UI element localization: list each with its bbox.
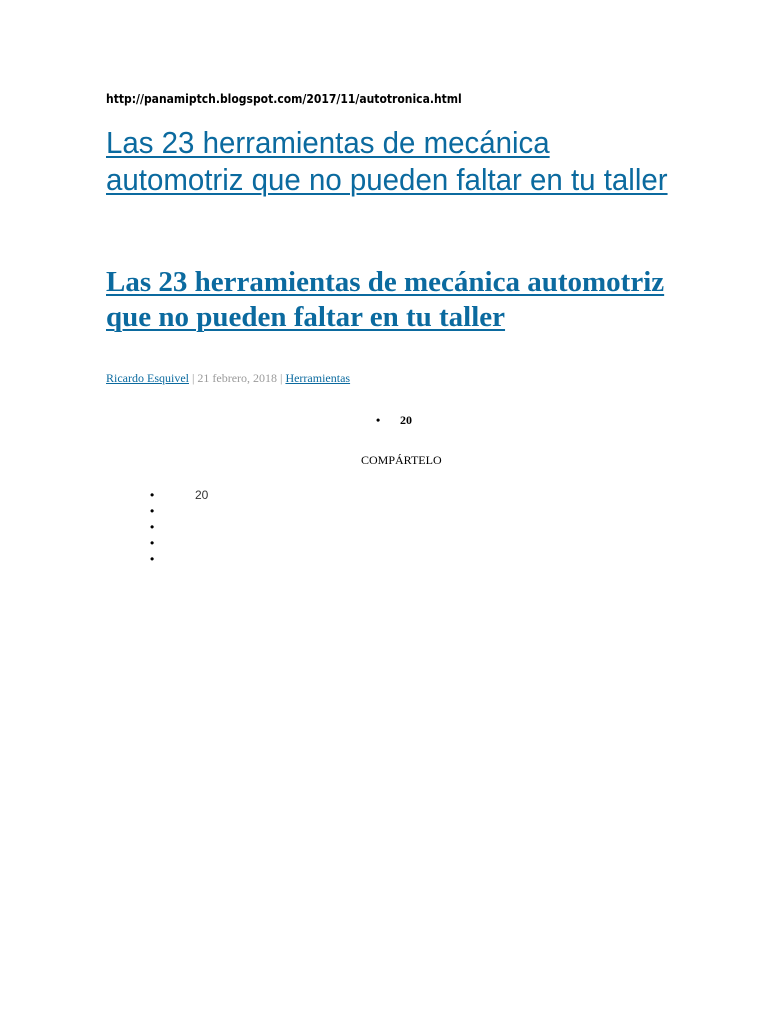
bullet-icon: • bbox=[150, 520, 155, 534]
share-count-list bbox=[376, 413, 412, 428]
share-item[interactable] bbox=[150, 551, 208, 567]
share-item[interactable] bbox=[150, 535, 208, 551]
share-item-count: 20 bbox=[195, 488, 209, 502]
share-buttons-list bbox=[150, 487, 208, 567]
bullet-icon: • bbox=[150, 488, 155, 502]
share-item[interactable] bbox=[150, 519, 208, 535]
bullet-icon: • bbox=[150, 552, 155, 566]
article-title-link-secondary[interactable]: Las 23 herramientas de mecánica automotriz que no pueden faltar en tu taller bbox=[106, 266, 665, 333]
share-item[interactable] bbox=[150, 487, 208, 503]
category-link[interactable]: Herramientas bbox=[285, 371, 351, 385]
meta-separator: | bbox=[277, 371, 286, 385]
article-meta bbox=[106, 371, 350, 386]
meta-separator: | bbox=[188, 371, 198, 385]
bullet-icon: • bbox=[150, 536, 155, 550]
share-item[interactable] bbox=[150, 503, 208, 519]
share-label: COMPÁRTELO bbox=[361, 453, 442, 467]
post-date: 21 febrero, 2018 bbox=[197, 371, 278, 385]
source-url: http://panamiptch.blogspot.com/2017/11/autotronica.html bbox=[106, 92, 462, 106]
article-title-link[interactable]: Las 23 herramientas de mecánica automotriz que no pueden faltar en tu taller bbox=[106, 125, 668, 197]
author-link[interactable]: Ricardo Esquivel bbox=[106, 371, 189, 385]
bullet-icon: • bbox=[150, 504, 155, 518]
share-count: • 20 bbox=[376, 413, 412, 428]
